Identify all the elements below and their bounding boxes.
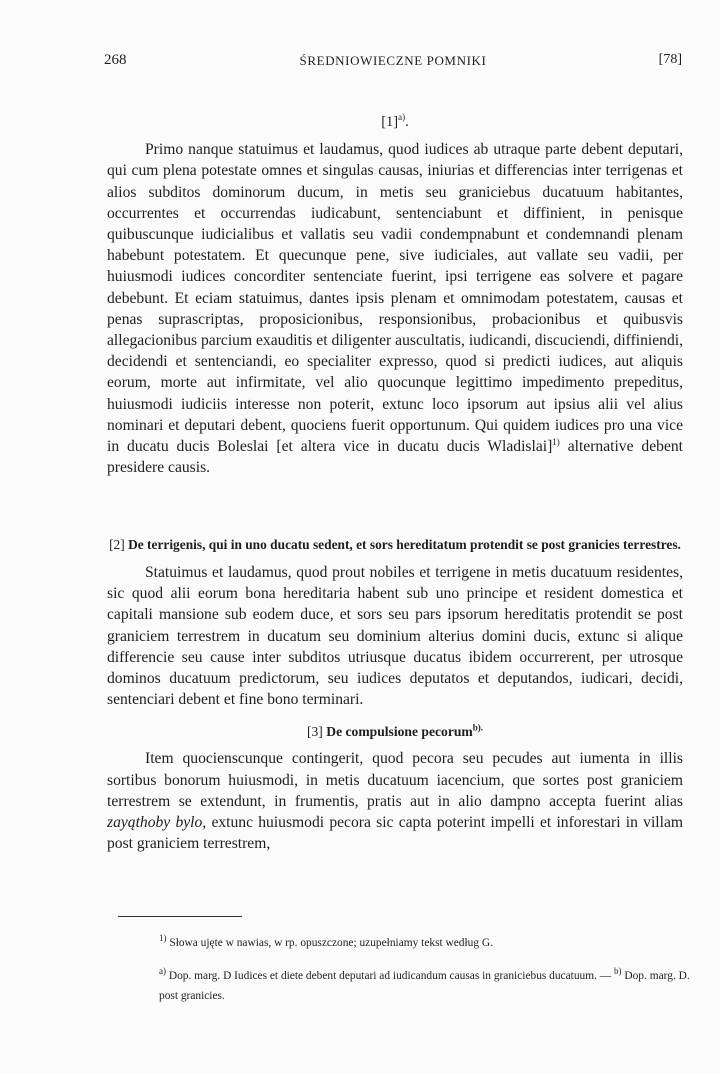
note-mark-b: b). (472, 722, 484, 733)
paragraph-2: Statuimus et laudamus, quod prout nobiles et terrigene in metis ducatuum residentes, sic quod alii eorum bona hereditaria habent sub uno principe et resident domestica et capitali mansione sub eodem duce, et sors seu pars ipsorum hereditatis protendit se post graniciem terrestrem in ducatum seu dominium alterius domini ducis, extunc si alique differencie seu cause inter subditos utriusque ducatus ibidem occurrerent, per utrosque dominos ducatuum predictorum, seu iudices deputatos et deputandos, iudicari, decidi, sentenciari debent et fine bono terminari. (107, 564, 683, 709)
running-header (104, 52, 682, 74)
article-heading-1: $[1]^{a)}$. (381, 112, 409, 130)
body-part-2 (107, 536, 683, 854)
footnote-1: $^{1)}$ Słowa ujęte w nawias, w rp. opuszczone; uzupełniamy tekst według G. (159, 933, 493, 949)
running-title: ŚREDNIOWIECZNE POMNIKI (299, 53, 487, 68)
section-number: [78] (658, 52, 682, 67)
footnote-a-b: $^{a)}$ Dop. marg. D Iudices et diete debent deputari ad iudicandum causas in graniciebus ducatuum. — $^{b)}$ Dop. marg. D. post granicies. (159, 966, 690, 1002)
footnote-separator (118, 916, 242, 917)
paragraph-3: Item quocienscunque contingerit, quod pecora seu pecudes aut iumenta in illis sortibus bonorum huiusmodi, in metis ducatuum iacencium, que sortes post graniciem terrestrem se extendunt, in frumentis, pratis aut in alio dampno accepta fuerint alias zayąthoby bylo, extunc huiusmodi pecora sic capta poterint impelli et inforestari in villam post graniciem terrestrem, (107, 750, 683, 853)
section-2-title: [2] De terrigenis, qui in uno ducatu sedent, et sors hereditatum protendit se post granicies terrestres. (109, 537, 681, 552)
vernacular-phrase: zayąthoby bylo, (107, 814, 207, 832)
page-number: 268 (104, 52, 127, 68)
note-mark-a: a) (398, 112, 406, 123)
footnotes (107, 932, 692, 1006)
note-mark-1: 1) (552, 436, 560, 447)
section-3-title: [3] De compulsione pecorum$^{b).}$ (306, 722, 484, 740)
paragraph-1: Primo nanque statuimus et laudamus, quod iudices ab utraque parte debent deputari, qui cum plena potestate omnes et singulas causas, iniurias et differencias inter terrigenas et alios subditos dominorum ducum, in metis seu graniciebus ducatuum habitantes, occurrentes et occurrendas iudicabunt, sentenciabunt et diffinient, in penisque quibuscunque iudicialibus et vallatis seu vadii condempnabunt et condemnandi plenam habebunt potestatem. Et quecunque pene, sive iudiciales, aut vallate seu vadii, per huiusmodi iudices concorditer sentenciate fuerint, ipsi terrigene eas solvere et pagare debebunt. Et eciam statuimus, dantes ipsis plenam et omnimodam potestatem, causas et penas suprascriptas, proposicionibus, responsionibus, probacionibus et quibusvis allegacionibus parcium exauditis et diligenter auscultatis, iudicandi, discuciendi, diffiniendi, decidendi et sentenciandi, eo specialiter expresso, quod si predicti iudices, aut aliquis eorum, morte aut infirmitate, vel alio quocunque legittimo impedimento prepeditus, huiusmodi iudiciis interesse non poterit, extunc loco ipsorum aut ipsius alii vel alius nominari et deputari debent, quociens fuerit opportunum. Qui quidem iudices pro una vice in ducatu ducis Boleslai [et altera vice in ducatu ducis Wladislai]$^{1)}$ alternative debent presidere causis. (107, 141, 683, 477)
body-part-1 (107, 112, 683, 478)
